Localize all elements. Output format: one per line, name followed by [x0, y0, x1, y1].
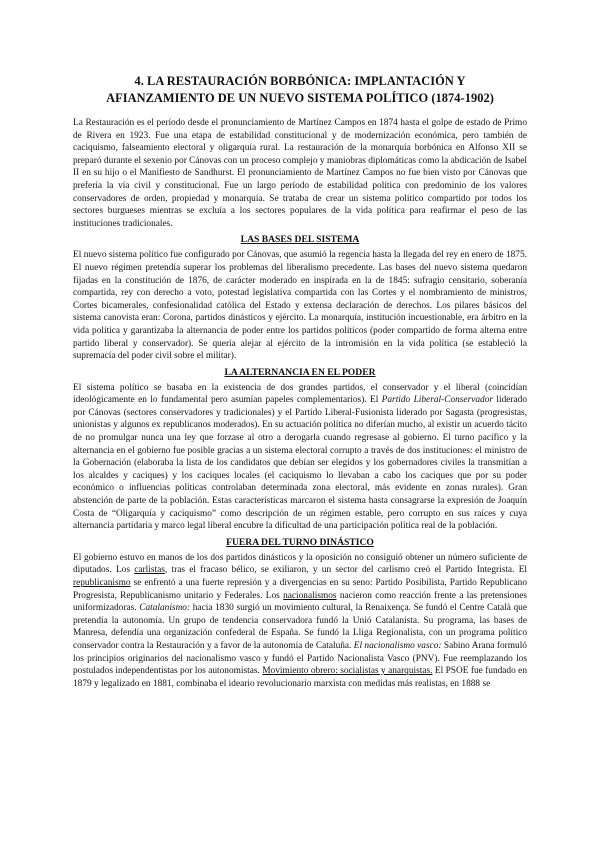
underlined-movimiento-obrero: Movimiento obrero: socialistas y anarquistas.: [262, 666, 433, 677]
document-page: [73, 73, 527, 690]
text-run: liderado por Cánovas (sectores conservadores y tradicionales) y el Partido Liberal-Fusionista liderado por Sagasta (progresistas, unionistas y algunos ex republicanos moderados). En su actuación política no diferían mucho, al existir un acuerdo tácito de no promulgar nunca una ley que forzase al otro a derogarla cuando regresase al gobierno. El turno pacífico y la alternancia en el gobierno fue posible gracias a un sistema electoral corrupto a través de dos instituciones: el ministro de la Gobernación (elaboraba la lista de los candidatos que debían ser elegidos y los gobernadores civiles la transmitían a los alcaldes y caciques) y los caciques locales (el caciquismo lo llevaban a cabo los caciques que por su poder económico o influencias políticas controlaban determinada zona electoral, más evidente en zonas rurales). Gran abstención de parte de la población. Estas características marcaron el sistema hasta consagrarse la expresión de Joaquín Costa de “Oligarquía y caciquismo” como descripción de un régimen estable, pero corrupto en sus raíces y cuya alternancia partidaria y marco legal liberal encubre la dificultad de una participación política real de la población.: [73, 395, 527, 532]
text-run: , tras el fracaso bélico, se exiliaron, y un sector del carlismo creó el Partido Integrista. El: [164, 565, 527, 576]
text-run: se enfrentó a una fuerte represión y a divergencias en su seno: Partido Posibilista, Partido Republicano Progresista, Republicanismo unitario y Federales. Los: [73, 578, 527, 601]
intro-paragraph: La Restauración es el período desde el pronunciamiento de Martínez Campos en 1874 hasta el golpe de estado de Primo de Rivera en 1923. Fue una etapa de estabilidad constitucional y de modernización económica, pero también de caciquismo, falseamiento electoral y oligarquía rural. La restauración de la monarquía borbónica en Alfonso XII se preparó durante el sexenio por Cánovas con un proceso complejo y maniobras diplomáticas como la abdicación de Isabel II en su hijo o el Manifiesto de Sandhurst. El pronunciamiento de Martínez Campos no fue bien visto por Cánovas que prefería la vía civil y constitucional. Fue un largo período de estabilidad política con predominio de los valores conservadores de orden, propiedad y monarquía. Se trataba de crear un sistema político compartido por todos los sectores burgueses mientras se excluía a los sectores populares de la vida política para reafirmar el peso de las instituciones tradicionales.: [73, 118, 527, 229]
section-heading-alternancia: LA ALTERNANCIA EN EL PODER: [224, 366, 376, 378]
text-run: hacia 1830 surgió un movimiento cultural, la Renaixença. Se fundó el Centre Català que pretendía la autonomía. Un grupo de tendencia conservadora fundó la Unió Catalanista. Su programa, las bases de Manresa, defendía una organización confederal de España. Se fundó la Lliga Regionalista, con un programa político conservador contra la Restauración y a favor de la autonomía de Cataluña.: [73, 603, 527, 651]
underlined-nacionalismos: nacionalismos: [283, 590, 337, 601]
title-line-1: 4. LA RESTAURACIÓN BORBÓNICA: IMPLANTACIÓN Y: [134, 74, 466, 88]
text-run: Sabino Arana formuló los principios originarios del nacionalismo vasco y fundó el Partido Nacionalista Vasco (PNV). Fue reemplazando los postulados independentistas por los autonomistas.: [73, 640, 527, 677]
title-line-2: AFIANZAMIENTO DE UN NUEVO SISTEMA POLÍTICO (1874-1902): [106, 91, 494, 105]
document-title: [73, 73, 527, 107]
text-run: nacieron como reacción frente a las pretensiones uniformizadoras.: [73, 590, 527, 614]
emphasis-catalanismo: Catalanismo:: [139, 603, 191, 614]
text-run: El PSOE fue fundado en 1879 y legalizado en 1881, combinaba el ideario revolucionario marxista con medidas más realistas, en 1888 se: [73, 666, 527, 689]
bases-paragraph: El nuevo sistema político fue configurado por Cánovas, que asumió la regencia hasta la llegada del rey en enero de 1875. El nuevo régimen pretendía superar los problemas del liberalismo precedente. Las bases del nuevo sistema quedaron fijadas en la constitución de 1876, de carácter moderado en inspirada en la de 1845: sufragio censitario, soberanía compartida, rey con derecho a voto, potestad legislativa compartida con las Cortes y el nombramiento de ministros, Cortes bicamerales, confesionalidad católica del Estado y extensa declaración de derechos. Los pilares básicos del sistema canovista eran: Corona, partidos dinásticos y ejército. La monarquía, institución incuestionable, era árbitro en la vida política y garantizaba la alternancia de poder entre los partidos políticos (poder compartido de forma alterna entre partido liberal y conservador). Se quería alejar al ejército de la intromisión en la vida política (se estableció la supremacía del poder civil sobre el militar).: [73, 250, 527, 362]
underlined-carlistas: carlistas: [134, 565, 165, 576]
section-heading-bases: LAS BASES DEL SISTEMA: [240, 234, 360, 246]
fuera-turno-paragraph: [73, 552, 527, 691]
underlined-republicanismo: republicanismo: [73, 578, 131, 588]
section-heading-fuera-turno: FUERA DEL TURNO DINÁSTICO: [226, 536, 374, 548]
alternancia-paragraph: [73, 382, 527, 533]
text-run: El gobierno estuvo en manos de los dos partidos dinásticos y la oposición no consiguió obtener un número suficiente de diputados. Los: [73, 552, 527, 576]
emphasis-nacionalismo-vasco: El nacionalismo vasco:: [353, 640, 442, 651]
emphasis-partido-liberal-conservador: Partido Liberal-Conservador: [381, 395, 494, 406]
text-run: El sistema político se basaba en la existencia de dos grandes partidos, el conservador y el liberal (coincidían ideológicamente en lo fundamental pero asumían papeles complementarios). El: [73, 382, 527, 406]
